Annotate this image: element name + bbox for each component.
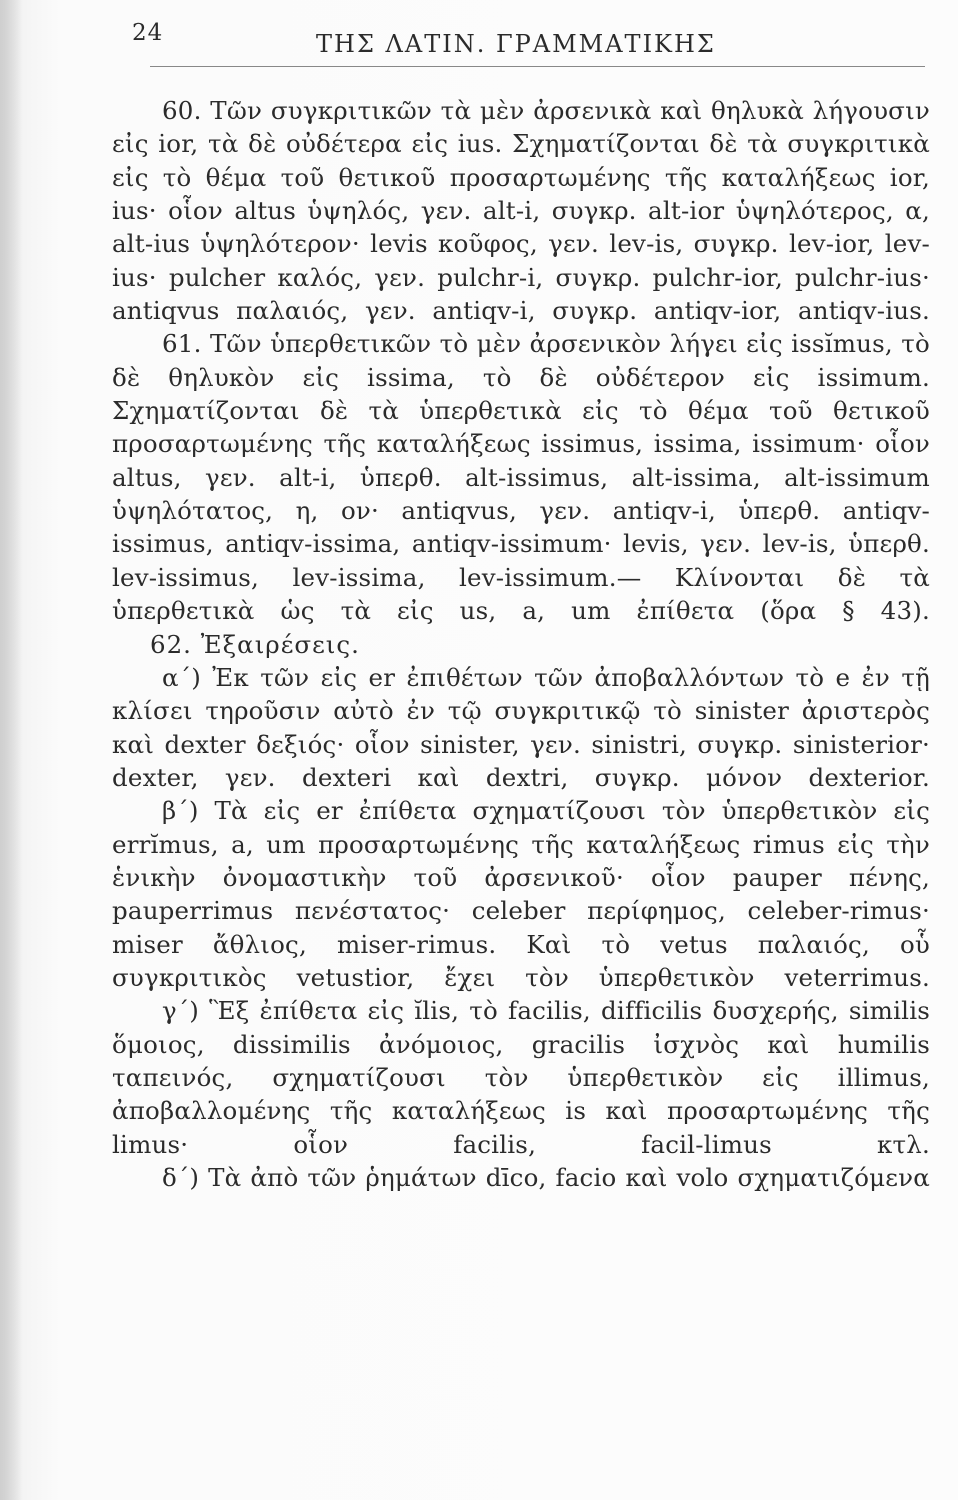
exception-a: α΄) Ἐκ τῶν εἰς er ἐπιθέτων τῶν ἀποβαλλόντων τὸ e ἐν τῇ κλίσει τηροῦσιν αὐτὸ ἐν τῷ συγκριτικῷ τὸ sinister ἀριστερὸς καὶ dexter δεξιός· οἷον sinister, γεν. sinistri, συγκρ. sinisterior· dexter, γεν. dexteri καὶ dextri, συγκρ. μόνον dexterior. <box>112 662 930 792</box>
exception-c: γ΄) Ἓξ ἐπίθετα εἰς ĭlis, τὸ facilis, difficilis δυσχερής, similis ὅμοιος, dissimilis ἀνόμοιος, gracilis ἰσχνὸς καὶ humilis ταπεινός, σχηματίζουσι τὸν ὑπερθετικὸν εἰς illimus, ἀποβαλλομένης τῆς καταλήξεως is καὶ προσαρτωμένης τῆς limus· οἷον facilis, facil-limus κτλ. <box>112 996 930 1159</box>
exception-d: δ΄) Τὰ ἀπὸ τῶν ῥημάτων dīco, facio καὶ volo σχηματιζόμενα <box>162 1163 930 1192</box>
header-rule <box>150 66 925 67</box>
page-body <box>112 94 930 1194</box>
page-number: 24 <box>132 20 164 46</box>
section-60: 60. Τῶν συγκριτικῶν τὰ μὲν ἀρσενικὰ καὶ θηλυκὰ λήγουσιν εἰς ior, τὰ δὲ οὐδέτερα εἰς ius. Σχηματίζονται δὲ τὰ συγκριτικὰ εἰς τὸ θέμα τοῦ θετικοῦ προσαρτωμένης τῆς καταλήξεως ior, ius· οἷον altus ὑψηλός, γεν. alt-i, συγκρ. alt-ior ὑψηλότερος, α, alt-ius ὑψηλότερον· levis κοῦφος, γεν. lev-is, συγκρ. lev-ior, lev-ius· pulcher καλός, γεν. pulchr-i, συγκρ. pulchr-ior, pulchr-ius· antiqvus παλαιός, γεν. antiqv-i, συγκρ. antiqv-ior, antiqv-ius. <box>112 96 930 326</box>
section-61: 61. Τῶν ὑπερθετικῶν τὸ μὲν ἀρσενικὸν λήγει εἰς issĭmus, τὸ δὲ θηλυκὸν εἰς issima, τὸ δὲ οὐδέτερον εἰς issimum. Σχηματίζονται δὲ τὰ ὑπερθετικὰ εἰς τὸ θέμα τοῦ θετικοῦ προσαρτωμένης τῆς καταλήξεως issimus, issima, issimum· οἷον altus, γεν. alt-i, ὑπερθ. alt-issimus, alt-issima, alt-issimum ὑψηλότατος, η, ον· antiqvus, γεν. antiqv-i, ὑπερθ. antiqv-issimus, antiqv-issima, antiqv-issimum· levis, γεν. lev-is, ὑπερθ. lev-issimus, lev-issima, lev-issimum.— Κλίνονται δὲ τὰ ὑπερθετικὰ ὡς τὰ εἰς us, a, um ἐπίθετα (ὅρα § 43). <box>112 329 930 626</box>
section-62-heading: 62. Ἐξαιρέσεις. <box>150 629 360 659</box>
running-head: ΤΗΣ ΛΑΤΙΝ. ΓΡΑΜΜΑΤΙΚΗΣ <box>316 30 716 58</box>
exception-b: β΄) Τὰ εἰς er ἐπίθετα σχηματίζουσι τὸν ὑπερθετικὸν εἰς errĭmus, a, um προσαρτωμένης τῆς καταλήξεως rimus εἰς τὴν ἑνικὴν ὀνομαστικὴν τοῦ ἀρσενικοῦ· οἷον pauper πένης, pauperrimus πενέστατος· celeber περίφημος, celeber-rimus· miser ἄθλιος, miser-rimus. Καὶ τὸ vetus παλαιός, οὗ συγκριτικὸς vetustior, ἔχει τὸν ὑπερθετικὸν veterrimus. <box>112 796 930 992</box>
gutter-shadow <box>0 0 22 1500</box>
